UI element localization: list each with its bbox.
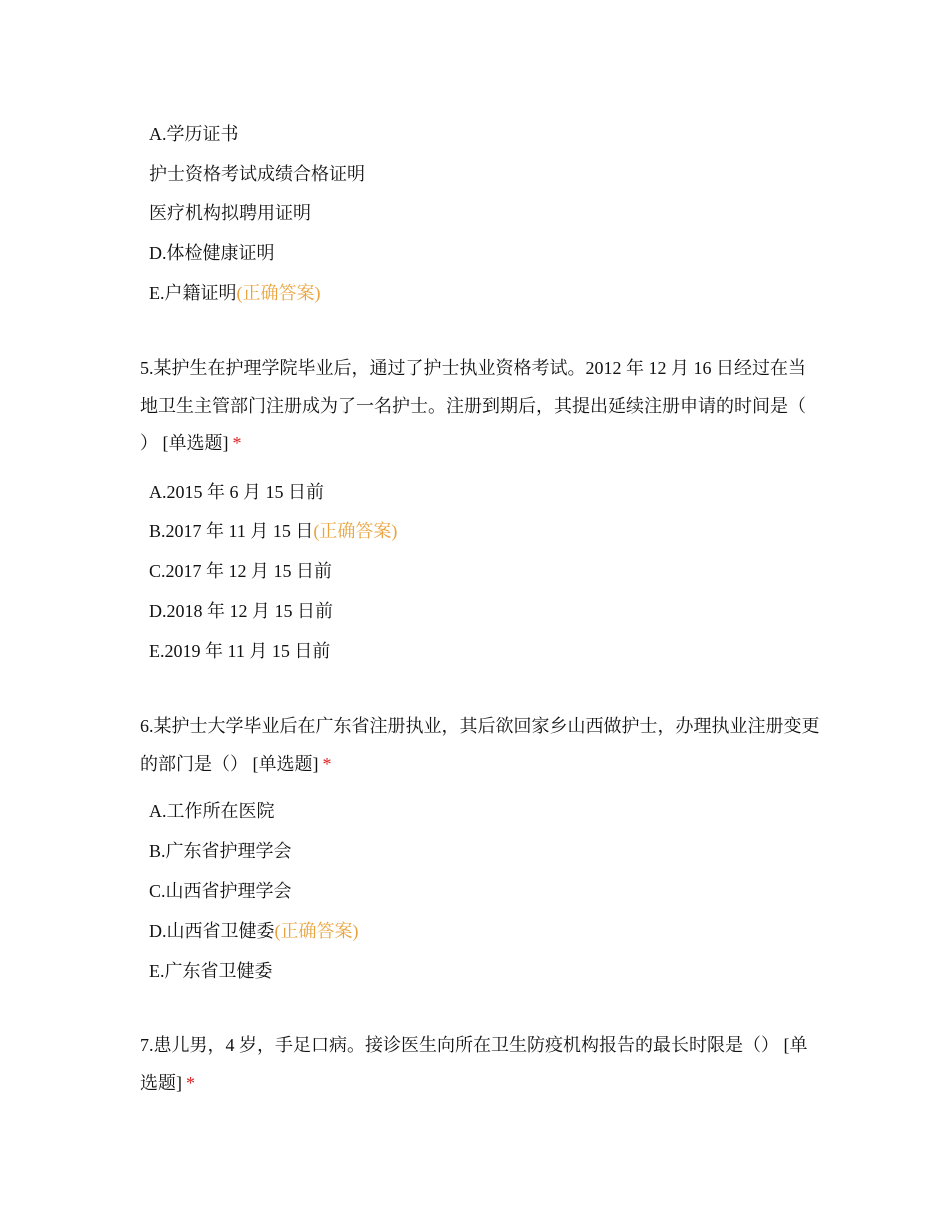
q5-option-b: [149, 519, 397, 543]
option-text: E.广东省卫健委: [149, 961, 273, 981]
question-text: 6.某护士大学毕业后在广东省注册执业，其后欲回家乡山西做护士，办理执业注册变更的部门是（） [单选题]: [140, 716, 820, 774]
option-text: A.工作所在医院: [149, 801, 275, 821]
q4-option-b: [149, 162, 365, 186]
question-text: 5.某护生在护理学院毕业后，通过了护士执业资格考试。2012 年 12 月 16 日经过在当地卫生主管部门注册成为了一名护士。注册到期后，其提出延续注册申请的时间是（ ） [单选题]: [140, 358, 806, 453]
required-asterisk: *: [186, 1072, 195, 1093]
question-text: 7.患儿男，4 岁，手足口病。接诊医生向所在卫生防疫机构报告的最长时限是（） [单选题]: [140, 1035, 808, 1093]
required-asterisk: *: [322, 753, 332, 774]
q5-option-e: [149, 639, 330, 663]
correct-answer-tag: (正确答案): [313, 521, 398, 541]
option-text: E.2019 年 11 月 15 日前: [149, 641, 331, 661]
q6-option-d: [149, 919, 359, 943]
option-text: A.2015 年 6 月 15 日前: [149, 482, 324, 502]
q5-option-a: [149, 480, 324, 504]
q6-option-b: [149, 839, 292, 863]
required-asterisk: *: [232, 433, 242, 453]
option-text: B.广东省护理学会: [149, 841, 292, 861]
q6-option-a: [149, 799, 275, 823]
correct-answer-tag: (正确答案): [274, 921, 359, 941]
option-text: 医疗机构拟聘用证明: [149, 203, 311, 223]
option-text: A.学历证书: [149, 124, 239, 144]
option-text: 护士资格考试成绩合格证明: [149, 164, 365, 184]
q5-option-c: [149, 559, 332, 583]
q6-option-c: [149, 879, 292, 903]
q4-option-c: [149, 201, 311, 225]
option-text: D.山西省卫健委: [149, 921, 275, 941]
option-text: B.2017 年 11 月 15 日: [149, 521, 314, 541]
q6-option-e: [149, 959, 273, 983]
q4-option-a: [149, 122, 239, 146]
q4-option-e: [149, 281, 321, 305]
option-text: D.2018 年 12 月 15 日前: [149, 601, 333, 621]
option-text: C.山西省护理学会: [149, 881, 292, 901]
question-6: [140, 708, 820, 783]
option-text: D.体检健康证明: [149, 243, 275, 263]
correct-answer-tag: (正确答案): [236, 283, 321, 303]
q5-option-d: [149, 599, 333, 623]
q4-option-d: [149, 241, 275, 265]
option-text: E.户籍证明: [149, 283, 237, 303]
option-text: C.2017 年 12 月 15 日前: [149, 561, 333, 581]
question-5: [140, 350, 820, 463]
question-7: [140, 1027, 820, 1102]
